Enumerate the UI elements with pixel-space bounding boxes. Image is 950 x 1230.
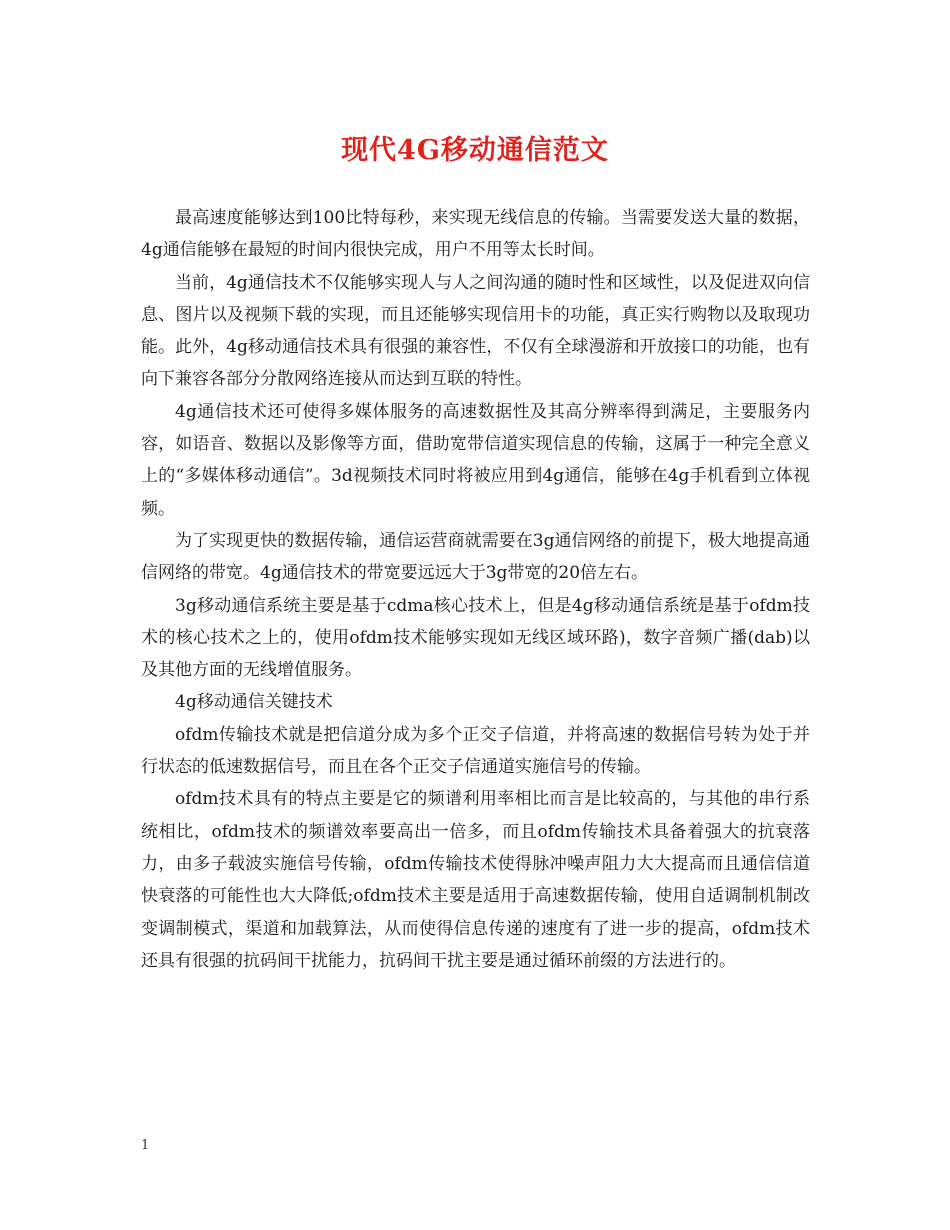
paragraph-4: 为了实现更快的数据传输，通信运营商就需要在3g通信网络的前提下，极大地提高通信网络的带宽。4g通信技术的带宽要远远大于3g带宽的20倍左右。: [141, 530, 810, 584]
section-heading-key-tech: 4g移动通信关键技术: [175, 692, 333, 713]
document-title: 现代4G移动通信范文: [341, 135, 609, 166]
paragraph-1: 最高速度能够达到100比特每秒，来实现无线信息的传输。当需要发送大量的数据，4g通信能够在最短的时间内很快完成，用户不用等太长时间。: [141, 208, 810, 261]
paragraph-2: 当前，4g通信技术不仅能够实现人与人之间沟通的随时性和区域性，以及促进双向信息、图片以及视频下载的实现，而且还能够实现信用卡的功能，真正实行购物以及取现功能。此外，4g移动通信技术具有很强的兼容性，不仅有全球漫游和开放接口的功能，也有向下兼容各部分分散网络连接从而达到互联的特性。: [141, 272, 810, 390]
paragraph-6: ofdm传输技术就是把信道分成为多个正交子信道，并将高速的数据信号转为处于并行状态的低速数据信号，而且在各个正交子信通道实施信号的传输。: [141, 724, 810, 778]
paragraph-7: ofdm技术具有的特点主要是它的频谱利用率相比而言是比较高的，与其他的串行系统相比，ofdm技术的频谱效率要高出一倍多，而且ofdm传输技术具备着强大的抗衰落力，由多子载波实施信号传输，ofdm传输技术使得脉冲噪声阻力大大提高而且通信信道快衰落的可能性也大大降低;ofdm技术主要是适用于高速数据传输，使用自适调制机制改变调制模式，渠道和加载算法，从而使得信息传递的速度有了进一步的提高，ofdm技术还具有很强的抗码间干扰能力，抗码间干扰主要是通过循环前缀的方法进行的。: [141, 789, 810, 971]
paragraph-5: 3g移动通信系统主要是基于cdma核心技术上，但是4g移动通信系统是基于ofdm技术的核心技术之上的，使用ofdm技术能够实现如无线区域环路)，数字音频广播(dab)以及其他方面的无线增值服务。: [141, 595, 810, 681]
paragraph-3: 4g通信技术还可使得多媒体服务的高速数据性及其高分辨率得到满足，主要服务内容，如语音、数据以及影像等方面，借助宽带信道实现信息的传输，这属于一种完全意义上的“多媒体移动通信”。3d视频技术同时将被应用到4g通信，能够在4g手机看到立体视频。: [141, 401, 810, 519]
document-body: [141, 202, 810, 977]
page-number: 1: [141, 1138, 150, 1153]
